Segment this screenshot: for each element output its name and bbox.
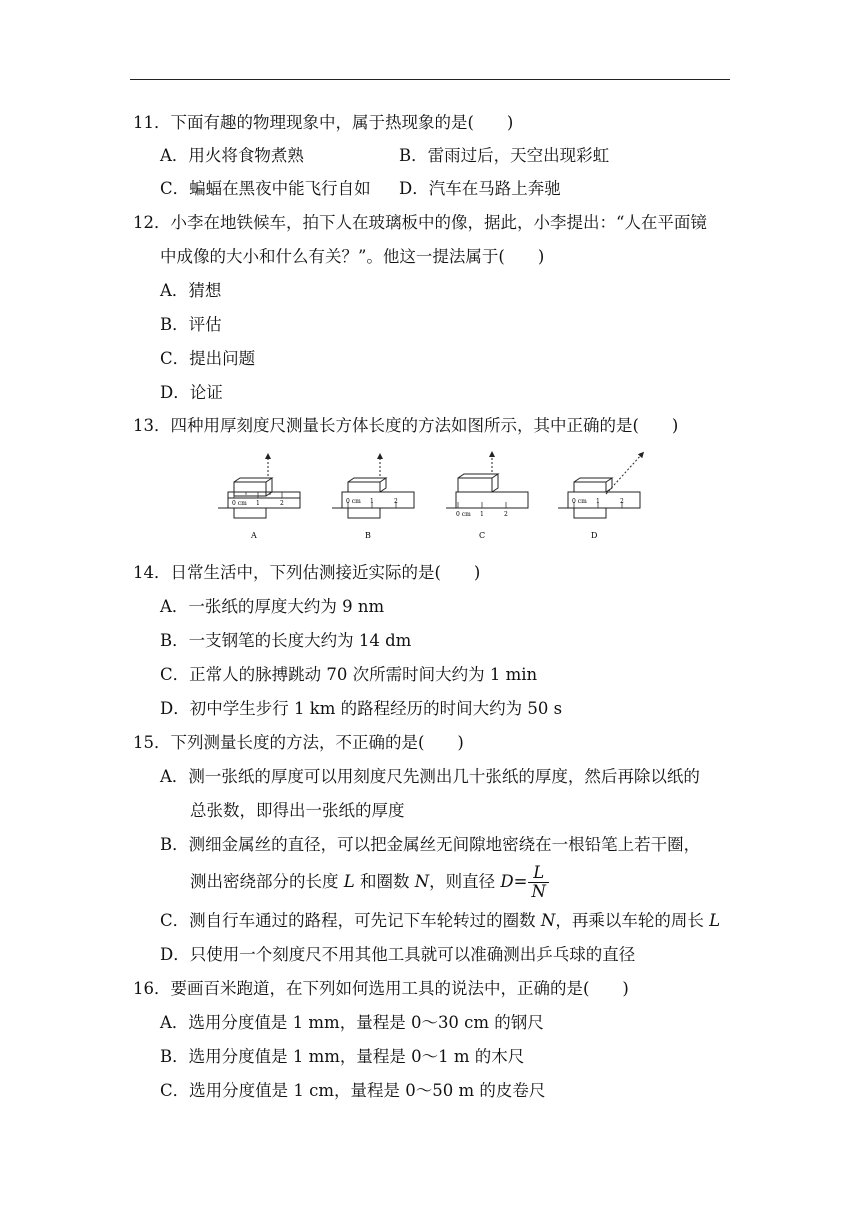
q15-c-text: C．测自行车通过的路程，可先记下车轮转过的圈数 [160, 911, 536, 930]
q15-b-text-then: ，则直径 [429, 872, 496, 891]
q12-option-b: B．评估 [160, 315, 222, 334]
figure-panel-c [446, 454, 528, 540]
tick-label: 2 [620, 498, 624, 505]
q16-stem: 16．要画百米跑道，在下列如何选用工具的说法中，正确的是( ) [133, 979, 629, 998]
q12-option-a: A．猜想 [160, 281, 222, 300]
tick-label: 1 [370, 498, 374, 505]
figure-label-a: A [251, 531, 257, 540]
header-rule [130, 79, 730, 80]
q15-c-text-post: ，再乘以车轮的周长 [555, 911, 704, 930]
fraction-numerator: L [528, 864, 548, 883]
q14-option-a: A．一张纸的厚度大约为 9 nm [160, 597, 385, 616]
q14-option-c: C．正常人的脉搏跳动 70 次所需时间大约为 1 min [160, 665, 538, 684]
tick-label: 1 [596, 498, 600, 505]
figure-label-d: D [591, 531, 598, 540]
figure-label-c: C [479, 531, 486, 540]
q15-b-eq: = [513, 872, 528, 891]
tick-label: 2 [504, 511, 508, 518]
q16-option-a: A．选用分度值是 1 mm，量程是 0～30 cm 的钢尺 [160, 1013, 544, 1032]
q15-b-var-n: N [414, 872, 430, 891]
q12-option-c: C．提出问题 [160, 349, 256, 368]
q11-option-a: A．用火将食物煮熟 [160, 146, 304, 165]
tick-label: 0 cm [346, 498, 361, 505]
tick-label: 2 [280, 500, 284, 507]
figure-panel-a [218, 456, 300, 540]
q15-option-b-line1: B．测细金属丝的直径，可以把金属丝无间隙地密绕在一根铅笔上若干圈， [160, 835, 701, 854]
q15-option-c [160, 910, 720, 932]
q15-c-var-n: N [540, 911, 556, 930]
q14-stem: 14．日常生活中，下列估测接近实际的是( ) [133, 563, 481, 582]
q11-stem: 11．下面有趣的物理现象中，属于热现象的是( ) [133, 113, 514, 132]
figure-label-b: B [365, 531, 371, 540]
tick-label: 0 cm [572, 498, 587, 505]
q16-option-b: B．选用分度值是 1 mm，量程是 0～1 m 的木尺 [160, 1047, 525, 1066]
tick-label: 1 [480, 511, 484, 518]
q12-option-d: D．论证 [160, 383, 223, 402]
q15-b-fraction [528, 864, 548, 901]
q16-option-c: C．选用分度值是 1 cm，量程是 0～50 m 的皮卷尺 [160, 1081, 546, 1100]
q13-ruler-figure [210, 446, 650, 546]
figure-panel-d [558, 454, 642, 540]
q15-c-var-l: L [709, 911, 721, 930]
q14-option-d: D．初中学生步行 1 km 的路程经历的时间大约为 50 s [160, 699, 563, 718]
q11-option-d: D．汽车在马路上奔驰 [399, 179, 561, 198]
tick-label: 1 [256, 500, 260, 507]
q11-option-b: B．雷雨过后，天空出现彩虹 [399, 146, 610, 165]
q12-stem-line2: 中成像的大小和什么有关？”。他这一提法属于( ) [160, 247, 545, 266]
q12-stem-line1: 12．小李在地铁候车，拍下人在玻璃板中的像，据此，小李提出：“人在平面镜 [133, 213, 707, 232]
tick-label: 0 cm [456, 511, 471, 518]
q15-option-b-line2 [190, 862, 549, 902]
q15-option-d: D．只使用一个刻度尺不用其他工具就可以准确测出乒乓球的直径 [160, 945, 636, 964]
q15-b-var-l: L [343, 872, 355, 891]
q14-option-b: B．一支钢笔的长度大约为 14 dm [160, 631, 412, 650]
q15-b-var-d: D [500, 872, 514, 891]
figure-panel-b [332, 456, 414, 540]
q15-stem: 15．下列测量长度的方法，不正确的是( ) [133, 733, 464, 752]
q13-stem: 13．四种用厚刻度尺测量长方体长度的方法如图所示，其中正确的是( ) [133, 416, 679, 435]
fraction-denominator: N [531, 882, 546, 901]
q15-b-text-mid: 和圈数 [359, 872, 410, 891]
tick-label: 0 cm [232, 500, 247, 507]
q11-option-c: C．蝙蝠在黑夜中能飞行自如 [160, 179, 371, 198]
q15-option-a-line1: A．测一张纸的厚度可以用刻度尺先测出几十张纸的厚度，然后再除以纸的 [160, 767, 700, 786]
tick-label: 2 [394, 498, 398, 505]
q15-option-a-line2: 总张数，即得出一张纸的厚度 [190, 801, 405, 820]
q15-b-text: 测出密绕部分的长度 [190, 872, 339, 891]
